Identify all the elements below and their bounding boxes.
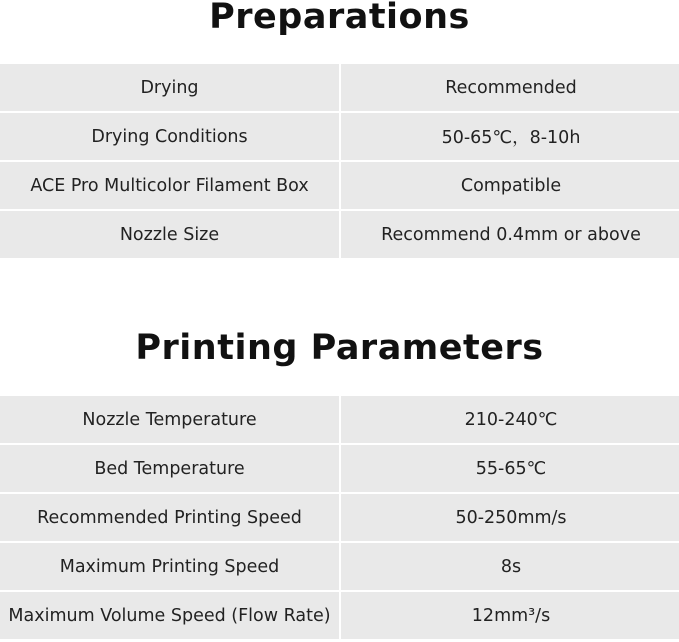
printing-parameters-table bbox=[0, 396, 679, 641]
table-row bbox=[0, 493, 679, 542]
param-cell: ACE Pro Multicolor Filament Box bbox=[0, 161, 340, 210]
value-cell: 50-65℃，8-10h bbox=[340, 112, 679, 161]
param-cell: Nozzle Size bbox=[0, 210, 340, 259]
param-cell: Maximum Printing Speed bbox=[0, 542, 340, 591]
table-row bbox=[0, 396, 679, 444]
table-row bbox=[0, 210, 679, 259]
value-cell: Compatible bbox=[340, 161, 679, 210]
table-row bbox=[0, 591, 679, 640]
value-cell: 12mm³/s bbox=[340, 591, 679, 640]
table-row bbox=[0, 112, 679, 161]
param-cell: Maximum Volume Speed (Flow Rate) bbox=[0, 591, 340, 640]
param-cell: Drying bbox=[0, 64, 340, 112]
table-row bbox=[0, 64, 679, 112]
param-cell: Drying Conditions bbox=[0, 112, 340, 161]
param-cell: Bed Temperature bbox=[0, 444, 340, 493]
table-row bbox=[0, 444, 679, 493]
value-cell: 50-250mm/s bbox=[340, 493, 679, 542]
value-cell: Recommended bbox=[340, 64, 679, 112]
param-cell: Recommended Printing Speed bbox=[0, 493, 340, 542]
value-cell: Recommend 0.4mm or above bbox=[340, 210, 679, 259]
table-row bbox=[0, 161, 679, 210]
preparations-title: Preparations bbox=[209, 0, 470, 37]
value-cell: 210-240℃ bbox=[340, 396, 679, 444]
value-cell: 8s bbox=[340, 542, 679, 591]
param-cell: Nozzle Temperature bbox=[0, 396, 340, 444]
value-cell: 55-65℃ bbox=[340, 444, 679, 493]
preparations-table bbox=[0, 64, 679, 260]
table-row bbox=[0, 542, 679, 591]
printing-parameters-title: Printing Parameters bbox=[135, 328, 544, 368]
